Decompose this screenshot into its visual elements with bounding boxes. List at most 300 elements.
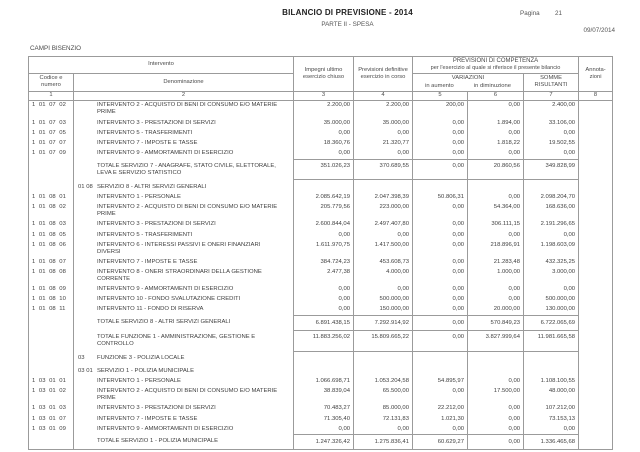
aumento-cell: 0,00 [413, 285, 468, 295]
denominazione-cell [74, 193, 294, 203]
codice-cell [29, 180, 74, 193]
diminuzione-cell: 218.896,91 [468, 240, 524, 257]
denominazione-cell [74, 330, 294, 351]
previsioni-cell: 2.497.407,80 [354, 220, 413, 230]
diminuzione-cell: 20.000,00 [468, 305, 524, 316]
aumento-cell [413, 364, 468, 377]
table-row [29, 351, 613, 364]
aumento-cell [413, 351, 468, 364]
previsioni-cell: 1.275.836,41 [354, 435, 413, 450]
somme-cell: 0,00 [524, 128, 579, 138]
somme-cell: 0,00 [524, 230, 579, 240]
intervento-label: INTERVENTO 2 - ACQUISTO DI BENI DI CONSUMO E/O MATERIE PRIME [97, 102, 278, 116]
diminuzione-cell: 0,00 [468, 295, 524, 305]
diminuzione-cell: 1.818,22 [468, 138, 524, 148]
annotazioni-cell [579, 424, 613, 435]
intervento-label: INTERVENTO 9 - AMMORTAMENTI DI ESERCIZIO [97, 425, 234, 432]
header-variazioni [413, 73, 524, 91]
previsioni-cell [354, 351, 413, 364]
annotazioni-cell [579, 138, 613, 148]
aumento-cell: 0,00 [413, 138, 468, 148]
impegni-cell: 70.483,27 [294, 404, 354, 414]
table-row [29, 257, 613, 267]
intervento-label: INTERVENTO 5 - TRASFERIMENTI [97, 231, 193, 238]
codice-cell [29, 351, 74, 364]
denominazione-cell [74, 377, 294, 387]
diminuzione-cell: 0,00 [468, 424, 524, 435]
header-intervento: Intervento [29, 57, 294, 74]
intervento-label: INTERVENTO 7 - IMPOSTE E TASSE [97, 258, 198, 265]
table-row [29, 414, 613, 424]
header-competenza [413, 57, 579, 74]
aumento-cell: 22.212,00 [413, 404, 468, 414]
table-row [29, 203, 613, 220]
impegni-cell: 2.477,38 [294, 267, 354, 284]
denominazione-cell [74, 159, 294, 180]
diminuzione-cell: 306.111,15 [468, 220, 524, 230]
previsioni-cell: 0,00 [354, 148, 413, 159]
somme-cell: 1.198.603,09 [524, 240, 579, 257]
annotazioni-cell [579, 377, 613, 387]
header-codice: Codice e numero [29, 73, 74, 91]
diminuzione-cell: 1.894,00 [468, 118, 524, 128]
impegni-cell: 35.000,00 [294, 118, 354, 128]
column-number: 1 [29, 91, 74, 100]
header-impegni: Impegni ultimo esercizio chiuso [294, 57, 354, 92]
previsioni-cell: 15.809.665,22 [354, 330, 413, 351]
page-number-label: Pagina [520, 10, 540, 17]
table-row [29, 435, 613, 450]
somme-cell: 168.636,00 [524, 203, 579, 220]
impegni-cell: 2.600.844,04 [294, 220, 354, 230]
denominazione-cell [74, 220, 294, 230]
diminuzione-cell: 17.500,00 [468, 387, 524, 404]
total-label: TOTALE SERVIZIO 8 - ALTRI SERVIZI GENERALI [97, 319, 231, 326]
table-row [29, 267, 613, 284]
previsioni-cell: 7.292.914,92 [354, 316, 413, 331]
document-date: 09/07/2014 [583, 27, 615, 34]
somme-cell: 130.000,00 [524, 305, 579, 316]
denominazione-cell [74, 203, 294, 220]
previsioni-cell: 4.000,00 [354, 267, 413, 284]
diminuzione-cell: 0,00 [468, 193, 524, 203]
impegni-cell: 0,00 [294, 295, 354, 305]
header-denominazione: Denominazione [74, 73, 294, 91]
annotazioni-cell [579, 387, 613, 404]
denominazione-cell [74, 128, 294, 138]
codice-cell: 1 01 08 02 [29, 203, 74, 220]
codice-cell: 1 01 07 03 [29, 118, 74, 128]
codice-cell: 1 01 08 01 [29, 193, 74, 203]
annotazioni-cell [579, 267, 613, 284]
somme-cell: 19.502,55 [524, 138, 579, 148]
header-competenza-sub: per l'esercizio al quale si riferisce il presente bilancio [430, 65, 561, 72]
previsioni-cell: 21.320,77 [354, 138, 413, 148]
header-somme-risultanti: SOMME RISULTANTI [524, 73, 579, 91]
previsioni-cell: 2.200,00 [354, 100, 413, 118]
column-number: 5 [413, 91, 468, 100]
table-row [29, 424, 613, 435]
diminuzione-cell: 0,00 [468, 100, 524, 118]
annotazioni-cell [579, 240, 613, 257]
impegni-cell: 6.891.438,15 [294, 316, 354, 331]
annotazioni-cell [579, 414, 613, 424]
codice-cell [29, 159, 74, 180]
annotazioni-cell [579, 230, 613, 240]
impegni-cell: 384.724,23 [294, 257, 354, 267]
table-row [29, 387, 613, 404]
somme-cell: 2.098.204,70 [524, 193, 579, 203]
previsioni-cell [354, 364, 413, 377]
diminuzione-cell: 20.860,56 [468, 159, 524, 180]
aumento-cell: 0,00 [413, 424, 468, 435]
somme-cell: 349.828,99 [524, 159, 579, 180]
column-number: 6 [468, 91, 524, 100]
annotazioni-cell [579, 128, 613, 138]
table-row [29, 285, 613, 295]
header-in-aumento: in aumento [425, 82, 454, 89]
diminuzione-cell: 0,00 [468, 404, 524, 414]
column-number-row [29, 91, 613, 100]
annotazioni-cell [579, 364, 613, 377]
intervento-label: INTERVENTO 7 - IMPOSTE E TASSE [97, 415, 198, 422]
somme-cell: 0,00 [524, 285, 579, 295]
aumento-cell: 0,00 [413, 316, 468, 331]
annotazioni-cell [579, 180, 613, 193]
table-row [29, 404, 613, 414]
denominazione-cell [74, 118, 294, 128]
table-row [29, 330, 613, 351]
annotazioni-cell [579, 193, 613, 203]
denominazione-cell [74, 267, 294, 284]
previsioni-cell: 223.000,00 [354, 203, 413, 220]
impegni-cell: 0,00 [294, 285, 354, 295]
denominazione-cell [74, 100, 294, 118]
diminuzione-cell: 0,00 [468, 128, 524, 138]
denominazione-cell [74, 316, 294, 331]
previsioni-cell: 0,00 [354, 424, 413, 435]
aumento-cell: 200,00 [413, 100, 468, 118]
previsioni-cell: 35.000,00 [354, 118, 413, 128]
header-competenza-title: PREVISIONI DI COMPETENZA [452, 58, 539, 64]
annotazioni-cell [579, 118, 613, 128]
aumento-cell: 0,00 [413, 128, 468, 138]
previsioni-cell: 453.608,73 [354, 257, 413, 267]
codice-cell: 1 01 07 09 [29, 148, 74, 159]
diminuzione-cell: 1.000,00 [468, 267, 524, 284]
diminuzione-cell: 54.364,00 [468, 203, 524, 220]
header-previsioni: Previsioni definitive esercizio in corso [354, 57, 413, 92]
table-body [29, 100, 613, 449]
previsioni-cell: 0,00 [354, 285, 413, 295]
previsioni-cell: 150.000,00 [354, 305, 413, 316]
table-row [29, 193, 613, 203]
impegni-cell: 11.883.256,02 [294, 330, 354, 351]
intervento-label: INTERVENTO 3 - PRESTAZIONI DI SERVIZI [97, 405, 216, 412]
table-header [29, 57, 613, 101]
denominazione-cell [74, 424, 294, 435]
codice-cell: 1 01 08 03 [29, 220, 74, 230]
somme-cell: 3.000,00 [524, 267, 579, 284]
impegni-cell: 1.066.698,71 [294, 377, 354, 387]
group-label: SERVIZIO 1 - POLIZIA MUNICIPALE [97, 367, 195, 374]
impegni-cell: 0,00 [294, 148, 354, 159]
diminuzione-cell: 0,00 [468, 414, 524, 424]
somme-cell: 500.000,00 [524, 295, 579, 305]
annotazioni-cell [579, 404, 613, 414]
previsioni-cell: 85.000,00 [354, 404, 413, 414]
group-code: 03 [78, 355, 85, 362]
codice-cell: 1 01 08 05 [29, 230, 74, 240]
codice-cell: 1 03 01 01 [29, 377, 74, 387]
intervento-label: INTERVENTO 1 - PERSONALE [97, 194, 181, 201]
table-row [29, 100, 613, 118]
intervento-label: INTERVENTO 8 - ONERI STRAORDINARI DELLA GESTIONE CORRENTE [97, 269, 262, 282]
table-row [29, 159, 613, 180]
denominazione-cell [74, 387, 294, 404]
denominazione-cell [74, 138, 294, 148]
codice-cell: 1 01 07 07 [29, 138, 74, 148]
group-label: FUNZIONE 3 - POLIZIA LOCALE [97, 355, 185, 362]
aumento-cell: 0,00 [413, 295, 468, 305]
total-label: TOTALE SERVIZIO 1 - POLIZIA MUNICIPALE [97, 438, 219, 445]
diminuzione-cell [468, 364, 524, 377]
denominazione-cell [74, 240, 294, 257]
impegni-cell [294, 364, 354, 377]
intervento-label: INTERVENTO 3 - PRESTAZIONI DI SERVIZI [97, 119, 216, 126]
header-annotazioni: Annota-zioni [579, 57, 613, 92]
annotazioni-cell [579, 435, 613, 450]
impegni-cell: 71.305,40 [294, 414, 354, 424]
table-row [29, 138, 613, 148]
previsioni-cell: 370.689,55 [354, 159, 413, 180]
intervento-label: INTERVENTO 2 - ACQUISTO DI BENI DI CONSUMO E/O MATERIE PRIME [97, 388, 278, 402]
codice-cell: 1 03 01 09 [29, 424, 74, 435]
codice-cell [29, 435, 74, 450]
annotazioni-cell [579, 330, 613, 351]
denominazione-cell [74, 351, 294, 364]
intervento-label: INTERVENTO 3 - PRESTAZIONI DI SERVIZI [97, 221, 216, 228]
aumento-cell: 0,00 [413, 148, 468, 159]
header-variazioni-title: VARIAZIONI [451, 74, 485, 81]
somme-cell [524, 351, 579, 364]
total-label: TOTALE FUNZIONE 1 - AMMINISTRAZIONE, GESTIONE E CONTROLLO [97, 333, 256, 347]
impegni-cell: 38.839,04 [294, 387, 354, 404]
somme-cell: 48.000,00 [524, 387, 579, 404]
somme-cell: 2.400,00 [524, 100, 579, 118]
impegni-cell: 2.085.642,19 [294, 193, 354, 203]
aumento-cell: 60.629,27 [413, 435, 468, 450]
aumento-cell: 0,00 [413, 305, 468, 316]
diminuzione-cell [468, 180, 524, 193]
intervento-label: INTERVENTO 10 - FONDO SVALUTAZIONE CREDITI [97, 296, 241, 303]
denominazione-cell [74, 148, 294, 159]
intervento-label: INTERVENTO 1 - PERSONALE [97, 378, 181, 385]
codice-cell: 1 03 01 07 [29, 414, 74, 424]
codice-cell: 1 01 08 11 [29, 305, 74, 316]
aumento-cell: 0,00 [413, 118, 468, 128]
diminuzione-cell: 0,00 [468, 148, 524, 159]
denominazione-cell [74, 295, 294, 305]
denominazione-cell [74, 404, 294, 414]
intervento-label: INTERVENTO 9 - AMMORTAMENTI DI ESERCIZIO [97, 286, 234, 293]
budget-table [28, 56, 613, 450]
diminuzione-cell: 0,00 [468, 435, 524, 450]
somme-cell: 107.212,00 [524, 404, 579, 414]
codice-cell: 1 01 07 05 [29, 128, 74, 138]
codice-cell: 1 03 01 02 [29, 387, 74, 404]
table-row [29, 295, 613, 305]
annotazioni-cell [579, 295, 613, 305]
impegni-cell: 205.779,56 [294, 203, 354, 220]
codice-cell: 1 01 08 08 [29, 267, 74, 284]
somme-cell: 33.106,00 [524, 118, 579, 128]
intervento-label: INTERVENTO 7 - IMPOSTE E TASSE [97, 139, 198, 146]
diminuzione-cell: 0,00 [468, 230, 524, 240]
somme-cell: 73.153,13 [524, 414, 579, 424]
annotazioni-cell [579, 148, 613, 159]
aumento-cell: 0,00 [413, 230, 468, 240]
group-code: 03 01 [78, 367, 93, 374]
header-in-diminuzione: in diminuzione [473, 82, 511, 89]
aumento-cell: 54.895,97 [413, 377, 468, 387]
codice-cell [29, 330, 74, 351]
somme-cell: 11.981.665,58 [524, 330, 579, 351]
annotazioni-cell [579, 305, 613, 316]
previsioni-cell: 0,00 [354, 230, 413, 240]
previsioni-cell: 65.500,00 [354, 387, 413, 404]
total-label: TOTALE SERVIZIO 7 - ANAGRAFE, STATO CIVILE, ELETTORALE, LEVA E SERVIZIO STATISTICO [97, 162, 276, 176]
table-row [29, 364, 613, 377]
column-number: 3 [294, 91, 354, 100]
somme-cell [524, 180, 579, 193]
aumento-cell: 0,00 [413, 387, 468, 404]
table-row [29, 316, 613, 331]
page-subtitle: PARTE II - SPESA [321, 21, 374, 28]
impegni-cell: 0,00 [294, 230, 354, 240]
diminuzione-cell [468, 351, 524, 364]
aumento-cell: 0,00 [413, 203, 468, 220]
previsioni-cell: 1.053.204,58 [354, 377, 413, 387]
intervento-label: INTERVENTO 5 - TRASFERIMENTI [97, 129, 193, 136]
codice-cell [29, 364, 74, 377]
table-row [29, 377, 613, 387]
impegni-cell [294, 180, 354, 193]
intervento-label: INTERVENTO 11 - FONDO DI RISERVA [97, 306, 204, 313]
codice-cell: 1 01 08 06 [29, 240, 74, 257]
denominazione-cell [74, 414, 294, 424]
annotazioni-cell [579, 351, 613, 364]
previsioni-cell: 1.417.500,00 [354, 240, 413, 257]
diminuzione-cell: 3.827.999,64 [468, 330, 524, 351]
annotazioni-cell [579, 316, 613, 331]
annotazioni-cell [579, 203, 613, 220]
impegni-cell [294, 351, 354, 364]
table-row [29, 305, 613, 316]
diminuzione-cell: 21.283,48 [468, 257, 524, 267]
table-row [29, 230, 613, 240]
codice-cell: 1 01 08 07 [29, 257, 74, 267]
somme-cell [524, 364, 579, 377]
annotazioni-cell [579, 100, 613, 118]
somme-cell: 0,00 [524, 148, 579, 159]
aumento-cell: 50.806,31 [413, 193, 468, 203]
annotazioni-cell [579, 257, 613, 267]
impegni-cell: 1.611.970,75 [294, 240, 354, 257]
column-number: 4 [354, 91, 413, 100]
intervento-label: INTERVENTO 6 - INTERESSI PASSIVI E ONERI FINANZIARI DIVERSI [97, 241, 261, 255]
aumento-cell: 0,00 [413, 159, 468, 180]
previsioni-cell [354, 180, 413, 193]
annotazioni-cell [579, 220, 613, 230]
impegni-cell: 18.360,76 [294, 138, 354, 148]
denominazione-cell [74, 305, 294, 316]
codice-cell: 1 01 08 10 [29, 295, 74, 305]
denominazione-cell [74, 257, 294, 267]
impegni-cell: 0,00 [294, 305, 354, 316]
denominazione-cell [74, 435, 294, 450]
somme-cell: 0,00 [524, 424, 579, 435]
column-number: 7 [524, 91, 579, 100]
somme-cell: 1.336.465,68 [524, 435, 579, 450]
somme-cell: 6.722.065,69 [524, 316, 579, 331]
aumento-cell: 0,00 [413, 257, 468, 267]
aumento-cell: 0,00 [413, 220, 468, 230]
aumento-cell [413, 180, 468, 193]
intervento-label: INTERVENTO 9 - AMMORTAMENTI DI ESERCIZIO [97, 149, 234, 156]
impegni-cell: 0,00 [294, 128, 354, 138]
previsioni-cell: 72.131,83 [354, 414, 413, 424]
annotazioni-cell [579, 159, 613, 180]
impegni-cell: 1.247.326,42 [294, 435, 354, 450]
table-row [29, 148, 613, 159]
entity-name: CAMPI BISENZIO [30, 45, 82, 52]
group-label: SERVIZIO 8 - ALTRI SERVIZI GENERALI [97, 183, 207, 190]
somme-cell: 2.191.296,65 [524, 220, 579, 230]
denominazione-cell [74, 230, 294, 240]
previsioni-cell: 2.047.398,39 [354, 193, 413, 203]
impegni-cell: 0,00 [294, 424, 354, 435]
previsioni-cell: 500.000,00 [354, 295, 413, 305]
table-row [29, 118, 613, 128]
intervento-label: INTERVENTO 2 - ACQUISTO DI BENI DI CONSUMO E/O MATERIE PRIME [97, 204, 278, 218]
diminuzione-cell: 570.849,23 [468, 316, 524, 331]
aumento-cell: 0,00 [413, 240, 468, 257]
codice-cell: 1 01 08 09 [29, 285, 74, 295]
previsioni-cell: 0,00 [354, 128, 413, 138]
page-title: BILANCIO DI PREVISIONE - 2014 [282, 8, 413, 17]
group-code: 01 08 [78, 183, 93, 190]
aumento-cell: 0,00 [413, 267, 468, 284]
table-row [29, 240, 613, 257]
codice-cell [29, 316, 74, 331]
aumento-cell: 0,00 [413, 330, 468, 351]
denominazione-cell [74, 364, 294, 377]
denominazione-cell [74, 180, 294, 193]
column-number: 2 [74, 91, 294, 100]
diminuzione-cell: 0,00 [468, 377, 524, 387]
diminuzione-cell: 0,00 [468, 285, 524, 295]
somme-cell: 1.108.100,55 [524, 377, 579, 387]
aumento-cell: 1.021,30 [413, 414, 468, 424]
codice-cell: 1 01 07 02 [29, 100, 74, 118]
column-number: 8 [579, 91, 613, 100]
table-row [29, 220, 613, 230]
somme-cell: 432.325,25 [524, 257, 579, 267]
impegni-cell: 351.026,23 [294, 159, 354, 180]
impegni-cell: 2.200,00 [294, 100, 354, 118]
codice-cell: 1 03 01 03 [29, 404, 74, 414]
